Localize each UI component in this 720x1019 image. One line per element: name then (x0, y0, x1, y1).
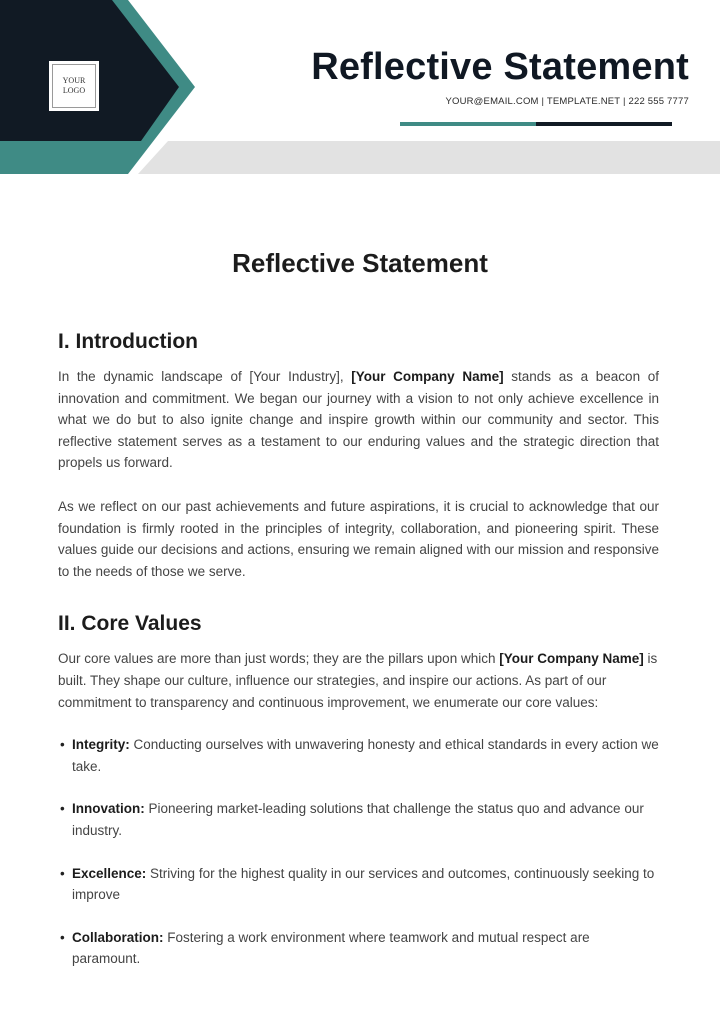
header-title: Reflective Statement (311, 46, 689, 88)
value-term: Excellence: (72, 865, 147, 881)
header-contact-info: YOUR@EMAIL.COM | TEMPLATE.NET | 222 555 7777 (445, 96, 689, 107)
logo-text-line2: LOGO (62, 86, 86, 95)
value-description: Striving for the highest quality in our services and outcomes, continuously seeking to improve (72, 865, 655, 903)
bullet-icon: • (60, 929, 65, 945)
value-description: Conducting ourselves with unwavering honesty and ethical standards in every action we take. (72, 737, 659, 774)
introduction-paragraph-1 (58, 366, 659, 474)
core-p1-text-b: is built. They shape our culture, influence our strategies, and inspire our actions. As part of our commitment to transparency and continuous improvement, we enumerate our core values: (58, 651, 658, 710)
value-description: Pioneering market-leading solutions that challenge the status quo and advance our industry. (72, 801, 644, 838)
value-term: Integrity: (72, 737, 130, 753)
logo-placeholder (49, 61, 99, 111)
document-title: Reflective Statement (232, 248, 488, 278)
header-graphic (0, 0, 720, 180)
document-header (0, 0, 720, 180)
core-values-paragraph (58, 648, 659, 713)
bullet-icon: • (60, 865, 65, 881)
header-gray-band (138, 141, 720, 174)
introduction-paragraph-2: As we reflect on our past achievements and future aspirations, it is crucial to acknowledge that our foundation is firmly rooted in the principles of integrity, collaboration, and pioneering spirit. These values guide our decisions and actions, ensuring we remain aligned with our mission and responsive to the needs of those we serve. (58, 498, 659, 579)
bullet-icon: • (60, 737, 65, 753)
intro-p1-text-b: stands as a beacon of innovation and commitment. We began our journey with a vision to not only achieve excellence in what we do but to also ignite change and inspire growth within our community and sector. This reflective statement serves as a testament to our enduring values and the strategic direction that propels us forward. (58, 369, 659, 471)
core-p1-text-a: Our core values are more than just words; they are the pillars upon which (58, 651, 500, 667)
section-heading-introduction: I. Introduction (58, 330, 198, 353)
list-item (58, 863, 659, 906)
company-name-placeholder: [Your Company Name] (499, 651, 644, 667)
list-item (58, 927, 659, 970)
document-body (58, 330, 659, 991)
core-values-list (58, 734, 659, 970)
header-accent-dark-line (536, 122, 672, 126)
intro-p1-text-a: In the dynamic landscape of [Your Industry], (58, 369, 352, 384)
value-term: Innovation: (72, 801, 145, 817)
bullet-icon: • (60, 801, 65, 817)
company-name-placeholder: [Your Company Name] (351, 369, 504, 384)
value-term: Collaboration: (72, 929, 164, 945)
header-accent-teal-line (400, 122, 536, 126)
value-description: Fostering a work environment where teamwork and mutual respect are paramount. (72, 929, 590, 967)
logo-text-line1: YOUR (62, 76, 86, 85)
section-heading-core-values: II. Core Values (58, 612, 202, 636)
list-item (58, 734, 659, 777)
list-item (58, 798, 659, 841)
